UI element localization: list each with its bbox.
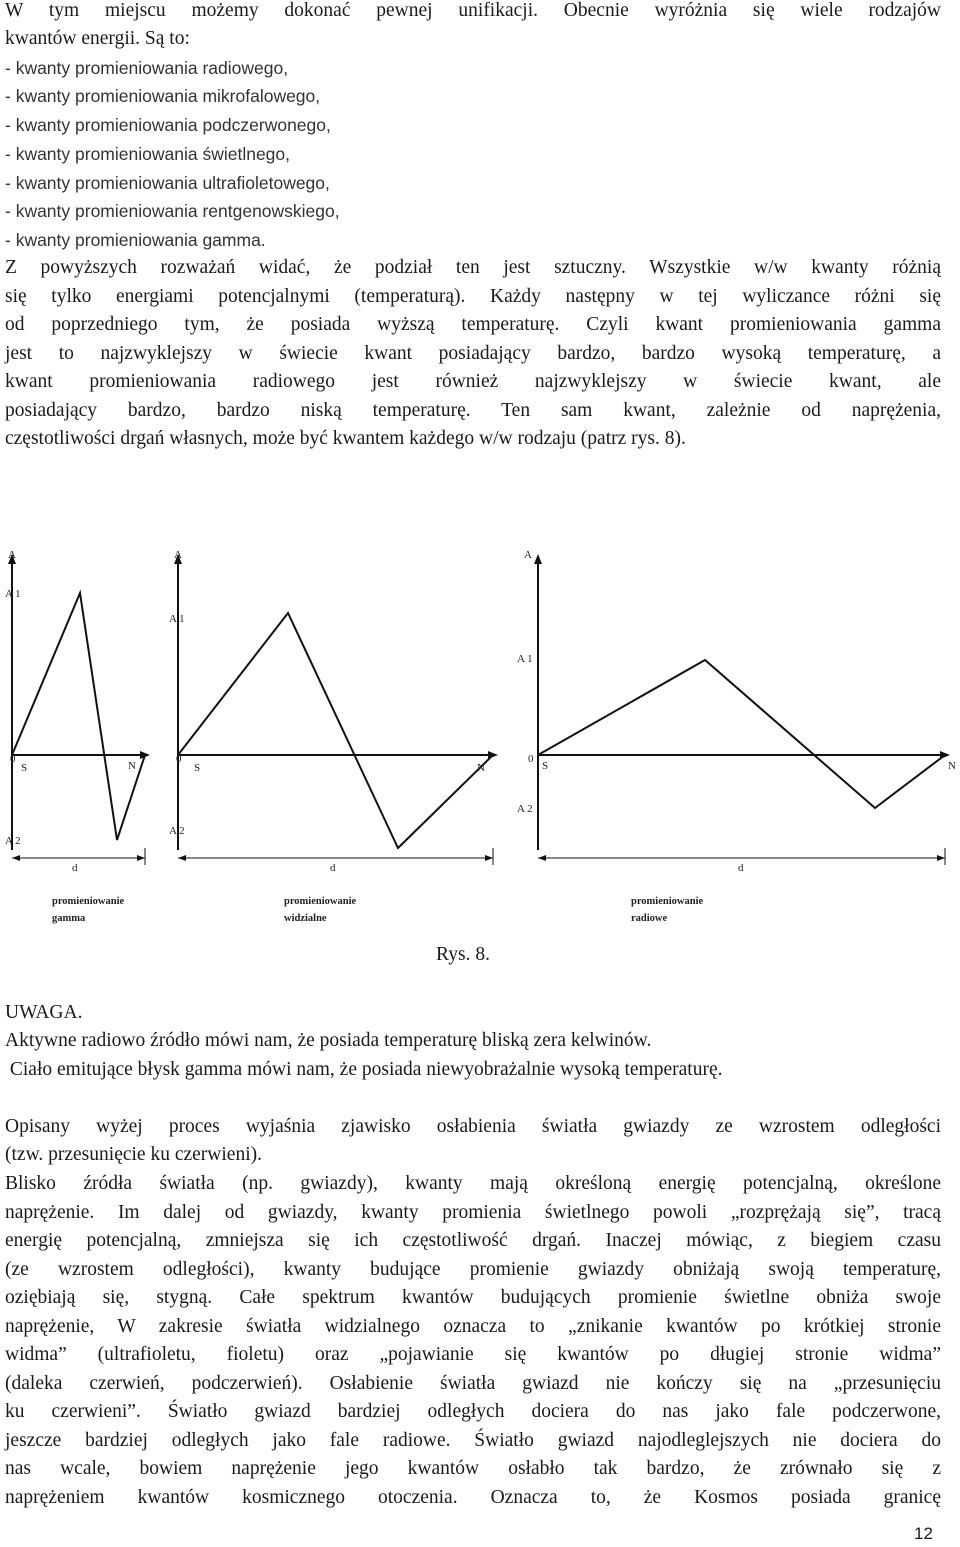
list-item: - kwanty promieniowania podczerwonego,: [5, 115, 331, 135]
paragraph-line: (tzw. przesunięcie ku czerwieni).: [5, 1144, 262, 1165]
panel-caption: gamma: [52, 913, 86, 924]
paragraph-line: Blisko źródła światła (np. gwiazdy), kwanty mają określoną energię potencjalną, określone: [5, 1173, 941, 1194]
paragraph-line: Opisany wyżej proces wyjaśnia zjawisko osłabienia światła gwiazdy ze wzrostem odległości: [5, 1116, 941, 1137]
list-item: - kwanty promieniowania radiowego,: [5, 58, 289, 78]
paragraph-line: (ze wzrostem odległości), kwanty budujące promienie gwiazdy obniżają swoją temperaturę,: [5, 1259, 941, 1280]
paragraph-line: naprężenie, W zakresie światła widzialnego oznacza to „znikanie kwantów po krótkiej stronie: [5, 1316, 941, 1337]
label-A2: A 2: [5, 835, 21, 847]
paragraph-line: posiadający bardzo, bardzo niską temperaturę. Ten sam kwant, zależnie od naprężenia,: [5, 400, 941, 421]
paragraph-line: kwant promieniowania radiowego jest również najzwyklejszy w świecie kwant, ale: [5, 371, 941, 392]
note-line: Ciało emitujące błysk gamma mówi nam, że posiada niewyobrażalnie wysoką temperaturę.: [5, 1059, 723, 1080]
paragraph-line: się tylko energiami potencjalnymi (temperaturą). Każdy następny w tej wyliczance różni się: [5, 286, 941, 307]
label-N: N: [948, 760, 956, 772]
intro-line: kwantów energii. Są to:: [5, 28, 190, 49]
label-zero: 0: [10, 753, 16, 765]
label-A2: A 2: [517, 803, 533, 815]
label-d: d: [738, 862, 744, 874]
label-S: S: [194, 762, 201, 774]
label-N: N: [128, 760, 136, 772]
wave-line: [178, 613, 493, 848]
list-item: - kwanty promieniowania świetlnego,: [5, 144, 290, 164]
paragraph-line: od poprzedniego tym, że posiada wyższą temperaturę. Czyli kwant promieniowania gamma: [5, 314, 941, 335]
paragraph-line: energię potencjalną, zmniejsza się ich częstotliwość drgań. Inaczej mówiąc, z biegiem czasu: [5, 1230, 941, 1251]
label-S: S: [542, 760, 549, 772]
list-item: - kwanty promieniowania rentgenowskiego,: [5, 201, 340, 221]
note-title: UWAGA.: [5, 1002, 83, 1023]
panel-caption: promieniowanie: [631, 896, 704, 907]
label-zero: 0: [528, 753, 534, 765]
page-number: 12: [914, 1524, 933, 1543]
intro-line: W tym miejscu możemy dokonać pewnej unifikacji. Obecnie wyróżnia się wiele rodzajów: [5, 0, 941, 21]
wave-line: [538, 660, 945, 808]
paragraph-line: ku czerwieni”. Światło gwiazd bardziej odległych dociera do nas jako fale podczerwone,: [5, 1401, 941, 1422]
axis-label-A: A: [174, 549, 182, 561]
paragraph-line: jest to najzwyklejszy w świecie kwant posiadający bardzo, bardzo wysoką temperaturę, a: [5, 343, 941, 364]
axis-label-A: A: [524, 549, 532, 561]
label-A1: A 1: [169, 613, 185, 625]
label-A1: A 1: [5, 588, 21, 600]
paragraph-line: Z powyższych rozważań widać, że podział ten jest sztuczny. Wszystkie w/w kwanty różnią: [5, 257, 941, 278]
figure-caption: Rys. 8.: [436, 944, 490, 965]
label-d: d: [330, 862, 336, 874]
label-A1: A 1: [517, 653, 533, 665]
paragraph-line: oziębiają się, stygną. Całe spektrum kwantów budujących promienie świetlne obniża swoje: [5, 1287, 941, 1308]
paragraph-line: (daleka czerwień, podczerwień). Osłabienie światła gwiazd nie kończy się na „przesunięciu: [5, 1373, 941, 1394]
note-line: Aktywne radiowo źródło mówi nam, że posiada temperaturę bliską zera kelwinów.: [5, 1030, 652, 1051]
axis-label-A: A: [8, 549, 16, 561]
label-A2: A 2: [169, 825, 185, 837]
label-d: d: [72, 862, 78, 874]
paragraph-line: jeszcze bardziej odległych jako fale radiowe. Światło gwiazd najodleglejszych nie dociera do: [5, 1430, 941, 1451]
panel-caption: promieniowanie: [52, 896, 125, 907]
list-item: - kwanty promieniowania gamma.: [5, 230, 266, 250]
wave-line: [12, 593, 145, 840]
paragraph-line: naprężenie. Im dalej od gwiazdy, kwanty promienia świetlnego powoli „rozprężają się”, tracą: [5, 1202, 941, 1223]
list-item: - kwanty promieniowania mikrofalowego,: [5, 86, 321, 106]
paragraph-line: naprężeniem kwantów kosmicznego otoczenia. Oznacza to, że Kosmos posiada granicę: [5, 1487, 941, 1508]
panel-caption: widzialne: [284, 913, 327, 924]
panel-caption: promieniowanie: [284, 896, 357, 907]
label-zero: 0: [176, 753, 182, 765]
paragraph-line: nas wcale, bowiem naprężenie jego kwantów osłabło tak bardzo, że zrównało się z: [5, 1458, 941, 1479]
figure-8-diagram: [0, 540, 960, 940]
list-item: - kwanty promieniowania ultrafioletowego,: [5, 173, 330, 193]
paragraph-line: widma” (ultrafioletu, fioletu) oraz „pojawianie się kwantów po długiej stronie widma”: [5, 1344, 941, 1365]
panel-caption: radiowe: [631, 913, 668, 924]
paragraph-line: częstotliwości drgań własnych, może być kwantem każdego w/w rodzaju (patrz rys. 8).: [5, 428, 686, 449]
label-S: S: [21, 762, 28, 774]
label-N: N: [477, 762, 485, 774]
